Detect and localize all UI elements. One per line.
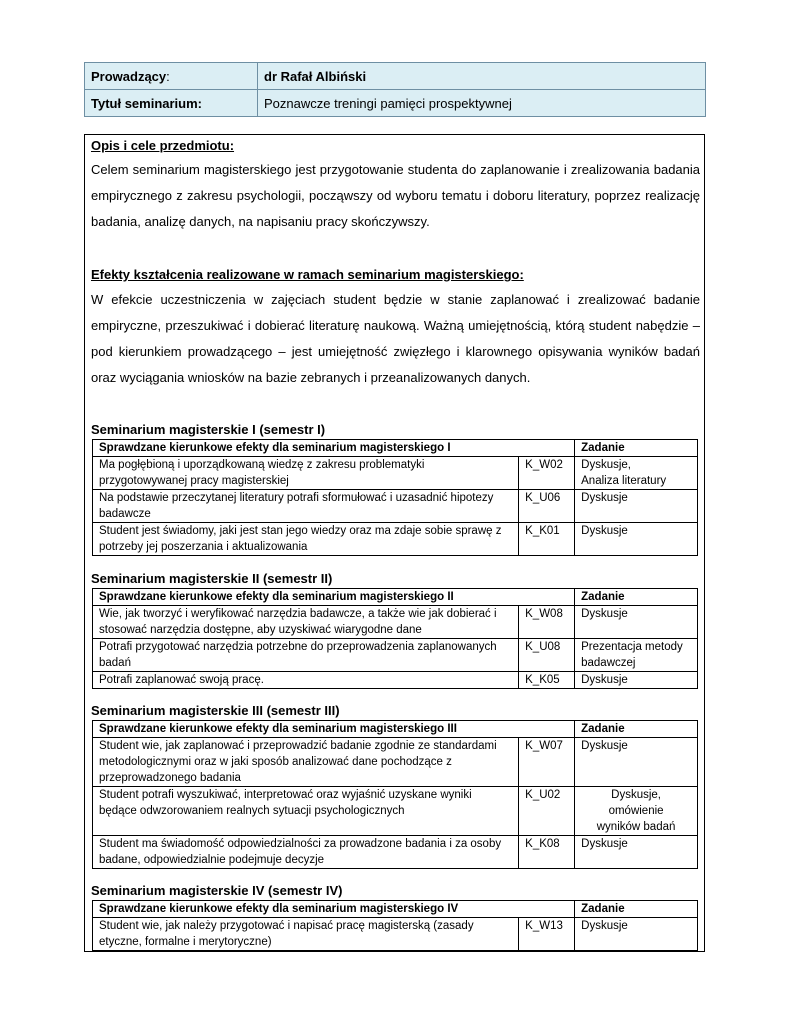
task-cell: Dyskusje bbox=[575, 918, 698, 951]
code-cell: K_K05 bbox=[519, 672, 575, 689]
effect-cell: Student potrafi wyszukiwać, interpretować oraz wyjaśnić uzyskane wyniki będące odwzorowaniem realnych sytuacji psychologicznych bbox=[93, 787, 519, 836]
code-cell: K_U08 bbox=[519, 639, 575, 672]
effect-cell: Na podstawie przeczytanej literatury potrafi sformułować i uzasadnić hipotezy badawcze bbox=[93, 490, 519, 523]
table-row bbox=[93, 523, 698, 556]
table-row bbox=[93, 787, 698, 836]
semester-3-table bbox=[92, 720, 698, 869]
seminar-title-row bbox=[85, 90, 706, 117]
table-row bbox=[93, 672, 698, 689]
header-table bbox=[84, 62, 706, 117]
code-cell: K_K01 bbox=[519, 523, 575, 556]
lecturer-label-cell bbox=[85, 63, 258, 90]
outcomes-text: W efekcie uczestniczenia w zajęciach student będzie w stanie zaplanować i zrealizować badanie empiryczne, przeszukiwać i dobierać literaturę naukową. Ważną umiejętnością, którą student nabędzie – pod kierunkiem prowadzącego – jest umiejętność zwięzłego i klarownego opisywania wyników badań oraz wyciągania wniosków na bazie zebranych i przeanalizowanych danych. bbox=[91, 292, 700, 385]
task-cell: Dyskusje bbox=[575, 738, 698, 787]
task-cell: Dyskusje bbox=[575, 836, 698, 869]
code-cell: K_K08 bbox=[519, 836, 575, 869]
semester-2-table bbox=[92, 588, 698, 689]
semester-4-title: Seminarium magisterskie IV (semestr IV) bbox=[91, 883, 343, 898]
effects-column-header: Sprawdzane kierunkowe efekty dla seminarium magisterskiego IV bbox=[93, 901, 575, 918]
code-cell: K_W02 bbox=[519, 457, 575, 490]
task-cell: Dyskusje, omówienie wyników badań bbox=[575, 787, 698, 836]
semester-3-title: Seminarium magisterskie III (semestr III) bbox=[91, 703, 340, 718]
seminar-title-value: Poznawcze treningi pamięci prospektywnej bbox=[258, 90, 706, 117]
code-cell: K_W07 bbox=[519, 738, 575, 787]
description-heading: Opis i cele przedmiotu: bbox=[91, 138, 235, 153]
table-row bbox=[93, 738, 698, 787]
effect-cell: Student ma świadomość odpowiedzialności za prowadzone badania i za osoby badane, odpowiedzialnie podejmuje decyzje bbox=[93, 836, 519, 869]
code-cell: K_W13 bbox=[519, 918, 575, 951]
effect-cell: Student jest świadomy, jaki jest stan jego wiedzy oraz ma zdaje sobie sprawę z potrzeby jej poszerzania i aktualizowania bbox=[93, 523, 519, 556]
effect-cell: Potrafi przygotować narzędzia potrzebne do przeprowadzenia zaplanowanych badań bbox=[93, 639, 519, 672]
lecturer-label: Prowadzący bbox=[91, 68, 167, 84]
table-header-row bbox=[93, 901, 698, 918]
task-column-header: Zadanie bbox=[575, 589, 698, 606]
table-row bbox=[93, 606, 698, 639]
lecturer-label-colon: : bbox=[166, 68, 170, 84]
table-row bbox=[93, 490, 698, 523]
task-cell: Dyskusje bbox=[575, 490, 698, 523]
code-cell: K_W08 bbox=[519, 606, 575, 639]
semester-1-table bbox=[92, 439, 698, 556]
code-cell: K_U06 bbox=[519, 490, 575, 523]
effects-column-header: Sprawdzane kierunkowe efekty dla seminarium magisterskiego I bbox=[93, 440, 575, 457]
task-cell: Prezentacja metody badawczej bbox=[575, 639, 698, 672]
semester-1-title: Seminarium magisterskie I (semestr I) bbox=[91, 422, 326, 437]
effect-cell: Potrafi zaplanować swoją pracę. bbox=[93, 672, 519, 689]
effects-column-header: Sprawdzane kierunkowe efekty dla seminarium magisterskiego III bbox=[93, 721, 575, 738]
table-row bbox=[93, 639, 698, 672]
lecturer-value: dr Rafał Albiński bbox=[258, 63, 706, 90]
task-cell: Dyskusje bbox=[575, 523, 698, 556]
table-header-row bbox=[93, 440, 698, 457]
table-row bbox=[93, 836, 698, 869]
effect-cell: Student wie, jak zaplanować i przeprowadzić badanie zgodnie ze standardami metodologicznymi oraz w jaki sposób analizować dane pochodzące z przeprowadzonego badania bbox=[93, 738, 519, 787]
effect-cell: Wie, jak tworzyć i weryfikować narzędzia badawcze, a także wie jak dobierać i stosować narzędzia dostępne, aby uzyskiwać wiarygodne dane bbox=[93, 606, 519, 639]
semester-4-table bbox=[92, 900, 698, 951]
outcomes-heading: Efekty kształcenia realizowane w ramach seminarium magisterskiego: bbox=[91, 267, 524, 282]
effect-cell: Ma pogłębioną i uporządkowaną wiedzę z zakresu problematyki przygotowywanej pracy magisterskiej bbox=[93, 457, 519, 490]
code-cell: K_U02 bbox=[519, 787, 575, 836]
task-cell: Dyskusje bbox=[575, 606, 698, 639]
task-column-header: Zadanie bbox=[575, 901, 698, 918]
table-header-row bbox=[93, 721, 698, 738]
effects-column-header: Sprawdzane kierunkowe efekty dla seminarium magisterskiego II bbox=[93, 589, 575, 606]
seminar-title-label: Tytuł seminarium: bbox=[85, 90, 258, 117]
table-header-row bbox=[93, 589, 698, 606]
course-description-box bbox=[84, 134, 705, 952]
lecturer-row bbox=[85, 63, 706, 90]
task-cell: Dyskusje, Analiza literatury bbox=[575, 457, 698, 490]
effect-cell: Student wie, jak należy przygotować i napisać pracę magisterską (zasady etyczne, formalne i merytoryczne) bbox=[93, 918, 519, 951]
table-row bbox=[93, 457, 698, 490]
task-column-header: Zadanie bbox=[575, 721, 698, 738]
semester-2-title: Seminarium magisterskie II (semestr II) bbox=[91, 571, 333, 586]
task-column-header: Zadanie bbox=[575, 440, 698, 457]
description-text: Celem seminarium magisterskiego jest przygotowanie studenta do zaplanowanie i zrealizowania badania empirycznego z zakresu psychologii, począwszy od wyboru tematu i doboru literatury, poprzez realizację badania, analizę danych, na napisaniu pracy skończywszy. bbox=[91, 162, 700, 229]
table-row bbox=[93, 918, 698, 951]
task-cell: Dyskusje bbox=[575, 672, 698, 689]
